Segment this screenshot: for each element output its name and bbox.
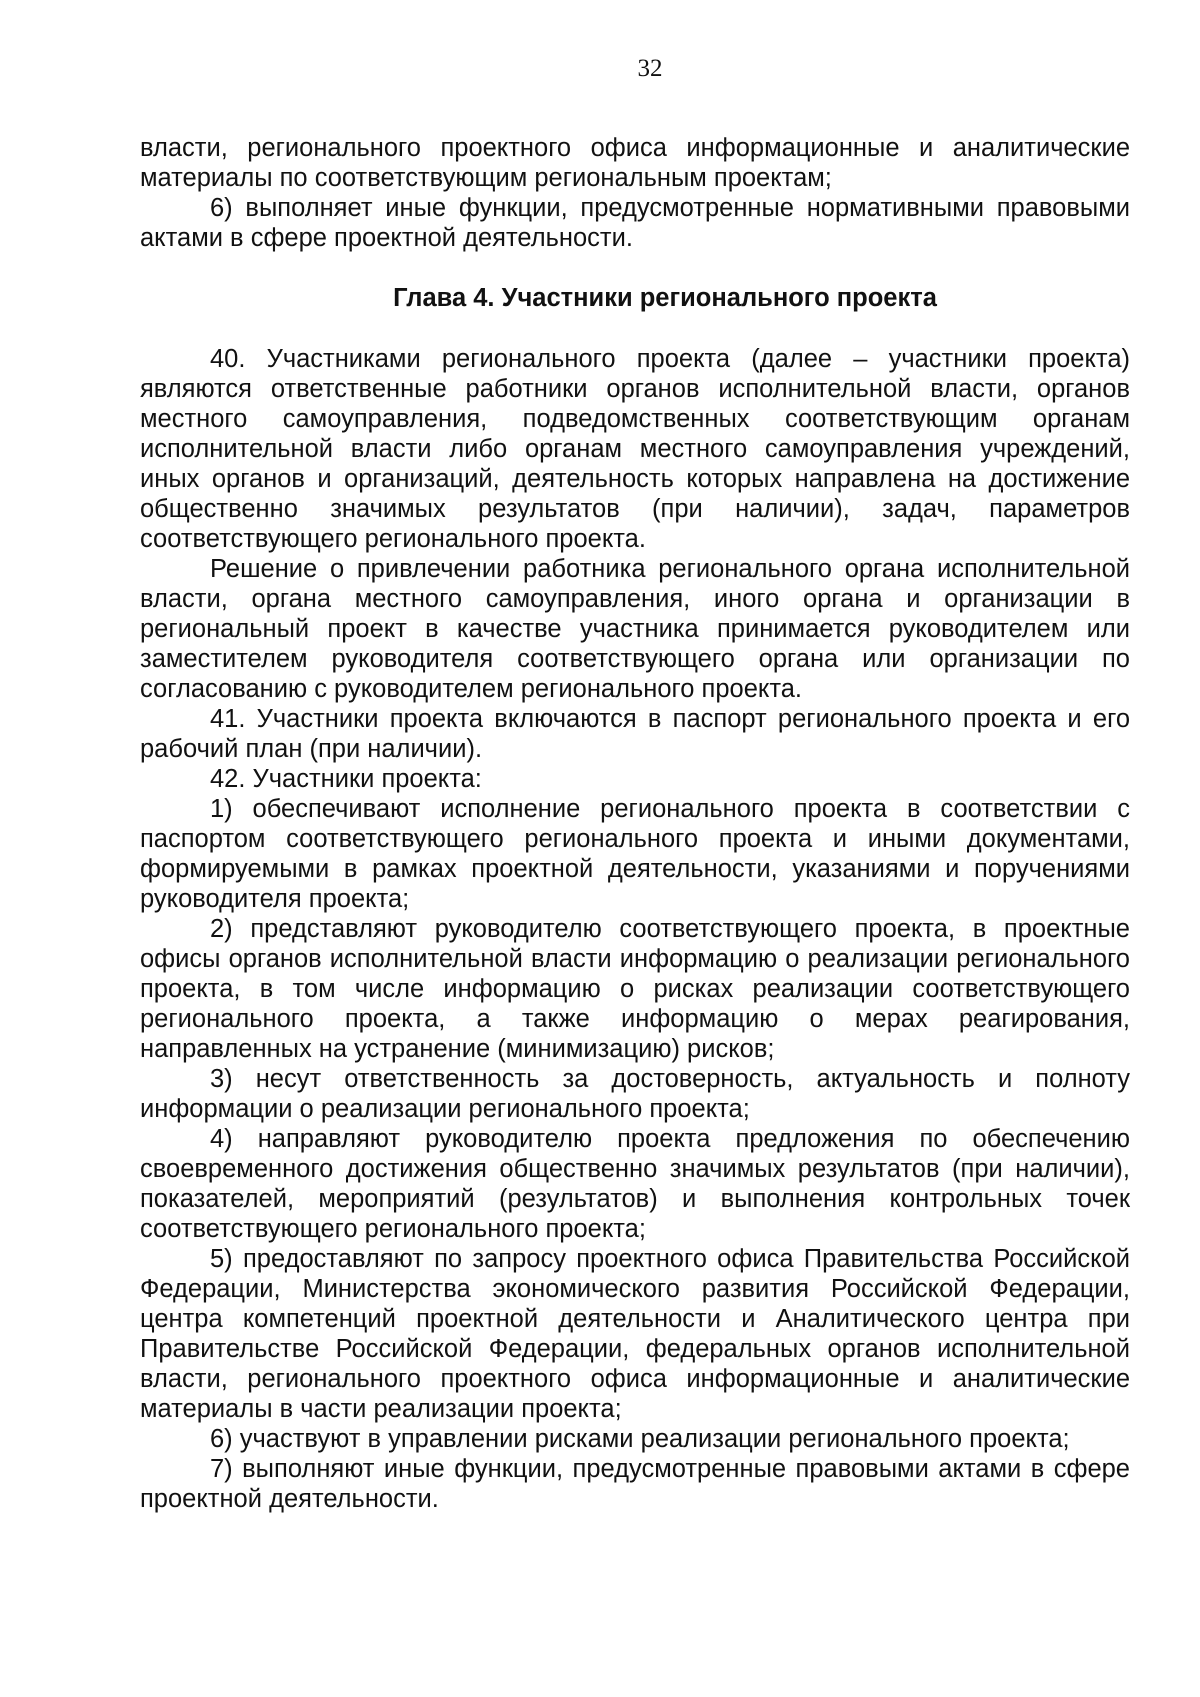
paragraph-42-item-4: 4) направляют руководителю проекта предложения по обеспечению своевременного достижения общественно значимых результатов (при наличии), показателей, мероприятий (результатов) и выполнения контрольных точек соответствующего регионального проекта;: [140, 1125, 1130, 1243]
paragraph-42-item-3: 3) несут ответственность за достоверность, актуальность и полноту информации о реализации регионального проекта;: [140, 1065, 1130, 1123]
page-number: 32: [637, 55, 663, 82]
paragraph-42-item-1: 1) обеспечивают исполнение регионального проекта в соответствии с паспортом соответствующего регионального проекта и иными документами, формируемыми в рамках проектной деятельности, указаниями и поручениями руководителя проекта;: [140, 795, 1130, 913]
chapter-title: Глава 4. Участники регионального проекта: [393, 284, 937, 312]
paragraph-40: 40. Участниками регионального проекта (далее – участники проекта) являются ответственные работники органов исполнительной власти, органов местного самоуправления, подведомственных соответствующим органам исполнительной власти либо органам местного самоуправления учреждений, иных органов и организаций, деятельность которых направлена на достижение общественно значимых результатов (при наличии), задач, параметров соответствующего регионального проекта.: [140, 345, 1130, 553]
paragraph-41: 41. Участники проекта включаются в паспорт регионального проекта и его рабочий план (при наличии).: [140, 705, 1130, 763]
paragraph-continuation: власти, регионального проектного офиса информационные и аналитические материалы по соответствующим региональным проектам;: [140, 134, 1130, 192]
paragraph-42-item-7: 7) выполняют иные функции, предусмотренные правовыми актами в сфере проектной деятельности.: [140, 1455, 1130, 1513]
paragraph-42: 42. Участники проекта:: [210, 765, 482, 793]
document-body: [140, 133, 1130, 1514]
paragraph-42-item-2: 2) представляют руководителю соответствующего проекта, в проектные офисы органов исполнительной власти информацию о реализации регионального проекта, в том числе информацию о рисках реализации соответствующего регионального проекта, а также информацию о мерах реагирования, направленных на устранение (минимизацию) рисков;: [140, 915, 1130, 1063]
paragraph-item-6: 6) выполняет иные функции, предусмотренные нормативными правовыми актами в сфере проектной деятельности.: [140, 194, 1130, 252]
paragraph-42-item-5: 5) предоставляют по запросу проектного офиса Правительства Российской Федерации, Министерства экономического развития Российской Федерации, центра компетенций проектной деятельности и Аналитического центра при Правительстве Российской Федерации, федеральных органов исполнительной власти, регионального проектного офиса информационные и аналитические материалы в части реализации проекта;: [140, 1245, 1130, 1423]
paragraph-42-item-6: 6) участвуют в управлении рисками реализации регионального проекта;: [210, 1425, 1070, 1453]
paragraph-40-decision: Решение о привлечении работника регионального органа исполнительной власти, органа местного самоуправления, иного органа и организации в региональный проект в качестве участника принимается руководителем или заместителем руководителя соответствующего органа или организации по согласованию с руководителем регионального проекта.: [140, 555, 1130, 703]
